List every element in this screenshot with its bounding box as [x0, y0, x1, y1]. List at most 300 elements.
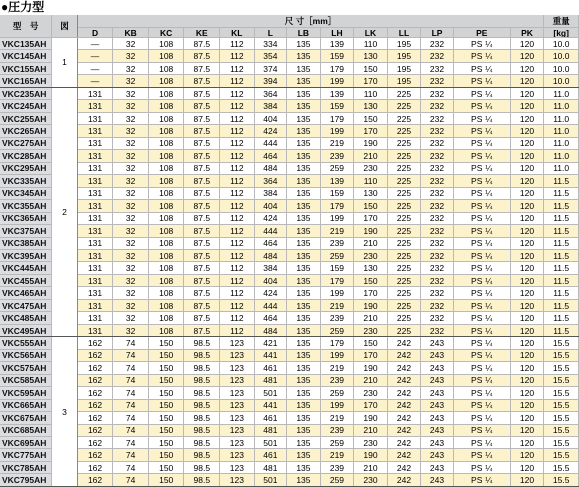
column-header-kc: KC — [148, 28, 184, 38]
cell-l: 421 — [254, 337, 287, 349]
cell-lp: 243 — [421, 387, 454, 399]
cell-d: 131 — [77, 324, 113, 336]
cell-pe: PS ¼ — [453, 38, 510, 50]
column-header-d: D — [77, 28, 113, 38]
cell-lp: 232 — [421, 100, 454, 112]
cell-lb: 135 — [287, 461, 321, 473]
cell-ke: 87.5 — [184, 187, 220, 199]
cell-lk: 130 — [354, 187, 388, 199]
cell-lk: 210 — [354, 374, 388, 386]
cell-pk: 120 — [510, 374, 544, 386]
cell-pe: PS ¼ — [453, 212, 510, 224]
cell-pe: PS ¼ — [453, 187, 510, 199]
cell-kl: 112 — [220, 137, 255, 149]
cell-lb: 135 — [287, 87, 321, 99]
cell-kl: 123 — [220, 399, 255, 411]
cell-pk: 120 — [510, 412, 544, 424]
cell-l: 334 — [254, 38, 287, 50]
cell-lh: 219 — [320, 137, 354, 149]
cell-pe: PS ¼ — [453, 437, 510, 449]
cell-kc: 150 — [148, 387, 184, 399]
cell-lb: 135 — [287, 337, 321, 349]
cell-pk: 120 — [510, 38, 544, 50]
cell-lh: 159 — [320, 187, 354, 199]
cell-lh: 139 — [320, 38, 354, 50]
cell-d: 131 — [77, 287, 113, 299]
cell-d: 131 — [77, 237, 113, 249]
cell-ll: 225 — [387, 312, 421, 324]
cell-kc: 150 — [148, 461, 184, 473]
cell-kb: 74 — [113, 337, 149, 349]
cell-d: 131 — [77, 200, 113, 212]
cell-kl: 112 — [220, 324, 255, 336]
model-cell: VKC135AH — [0, 38, 52, 50]
cell-ke: 87.5 — [184, 312, 220, 324]
weight-cell: 15.5 — [544, 437, 579, 449]
column-header-lb: LB — [287, 28, 321, 38]
cell-d: 162 — [77, 412, 113, 424]
model-header: 型 号 — [0, 15, 52, 38]
cell-l: 364 — [254, 175, 287, 187]
weight-cell: 15.5 — [544, 374, 579, 386]
cell-kb: 74 — [113, 399, 149, 411]
cell-kb: 74 — [113, 387, 149, 399]
cell-pe: PS ¼ — [453, 349, 510, 361]
cell-kl: 112 — [220, 200, 255, 212]
cell-d: 131 — [77, 312, 113, 324]
cell-lp: 232 — [421, 150, 454, 162]
cell-kc: 150 — [148, 474, 184, 487]
cell-kl: 112 — [220, 274, 255, 286]
cell-l: 481 — [254, 374, 287, 386]
cell-ll: 195 — [387, 62, 421, 74]
cell-lk: 150 — [354, 274, 388, 286]
cell-kl: 112 — [220, 50, 255, 62]
cell-lp: 243 — [421, 461, 454, 473]
cell-lk: 190 — [354, 299, 388, 311]
cell-kb: 32 — [113, 274, 149, 286]
table-row — [0, 262, 579, 274]
cell-d: 131 — [77, 112, 113, 124]
cell-kl: 112 — [220, 125, 255, 137]
weight-cell: 11.5 — [544, 262, 579, 274]
cell-l: 481 — [254, 461, 287, 473]
cell-kl: 112 — [220, 150, 255, 162]
table-row — [0, 75, 579, 87]
cell-ll: 225 — [387, 162, 421, 174]
cell-lk: 210 — [354, 312, 388, 324]
figure-cell: 2 — [52, 87, 77, 336]
cell-lk: 210 — [354, 150, 388, 162]
cell-pk: 120 — [510, 112, 544, 124]
cell-ll: 242 — [387, 474, 421, 487]
weight-cell: 10.0 — [544, 62, 579, 74]
cell-kl: 112 — [220, 249, 255, 261]
cell-kc: 108 — [148, 200, 184, 212]
weight-cell: 11.5 — [544, 237, 579, 249]
cell-kb: 32 — [113, 62, 149, 74]
table-row — [0, 237, 579, 249]
cell-lk: 170 — [354, 212, 388, 224]
cell-lk: 130 — [354, 50, 388, 62]
cell-ll: 242 — [387, 349, 421, 361]
cell-pe: PS ¼ — [453, 449, 510, 461]
weight-cell: 15.5 — [544, 474, 579, 487]
cell-lp: 232 — [421, 50, 454, 62]
cell-pk: 120 — [510, 424, 544, 436]
cell-lp: 232 — [421, 299, 454, 311]
weight-cell: 10.0 — [544, 75, 579, 87]
table-row — [0, 100, 579, 112]
cell-l: 484 — [254, 324, 287, 336]
cell-l: 481 — [254, 424, 287, 436]
cell-kb: 32 — [113, 187, 149, 199]
cell-pk: 120 — [510, 225, 544, 237]
weight-cell: 15.5 — [544, 449, 579, 461]
cell-kb: 32 — [113, 137, 149, 149]
cell-l: 501 — [254, 387, 287, 399]
cell-kc: 108 — [148, 100, 184, 112]
cell-pe: PS ¼ — [453, 175, 510, 187]
cell-pk: 120 — [510, 362, 544, 374]
cell-kc: 108 — [148, 237, 184, 249]
cell-lk: 130 — [354, 100, 388, 112]
cell-ll: 225 — [387, 287, 421, 299]
cell-lh: 179 — [320, 337, 354, 349]
cell-pe: PS ¼ — [453, 137, 510, 149]
cell-ke: 87.5 — [184, 162, 220, 174]
cell-l: 444 — [254, 137, 287, 149]
cell-ke: 98.5 — [184, 362, 220, 374]
model-cell: VKC475AH — [0, 299, 52, 311]
cell-kc: 150 — [148, 412, 184, 424]
cell-d: 131 — [77, 249, 113, 261]
cell-lk: 170 — [354, 399, 388, 411]
cell-d: 162 — [77, 474, 113, 487]
cell-lp: 243 — [421, 337, 454, 349]
cell-ke: 98.5 — [184, 374, 220, 386]
table-row — [0, 474, 579, 487]
table-row — [0, 38, 579, 50]
weight-cell: 15.5 — [544, 461, 579, 473]
cell-pk: 120 — [510, 212, 544, 224]
cell-lb: 135 — [287, 50, 321, 62]
cell-lh: 259 — [320, 474, 354, 487]
cell-kc: 108 — [148, 62, 184, 74]
cell-ll: 225 — [387, 137, 421, 149]
cell-ke: 87.5 — [184, 150, 220, 162]
cell-pe: PS ¼ — [453, 225, 510, 237]
cell-lp: 232 — [421, 262, 454, 274]
cell-d: 162 — [77, 362, 113, 374]
model-cell: VKC155AH — [0, 62, 52, 74]
cell-lp: 232 — [421, 162, 454, 174]
cell-kb: 32 — [113, 162, 149, 174]
cell-ll: 242 — [387, 461, 421, 473]
cell-kb: 32 — [113, 87, 149, 99]
table-row — [0, 50, 579, 62]
cell-pe: PS ¼ — [453, 299, 510, 311]
cell-ke: 98.5 — [184, 337, 220, 349]
table-row — [0, 212, 579, 224]
cell-kc: 150 — [148, 437, 184, 449]
cell-kl: 123 — [220, 337, 255, 349]
cell-lh: 199 — [320, 287, 354, 299]
cell-ll: 225 — [387, 249, 421, 261]
cell-lb: 135 — [287, 100, 321, 112]
table-row — [0, 312, 579, 324]
cell-kb: 32 — [113, 249, 149, 261]
cell-kb: 32 — [113, 200, 149, 212]
model-cell: VKC335AH — [0, 175, 52, 187]
cell-pk: 120 — [510, 461, 544, 473]
cell-ll: 225 — [387, 100, 421, 112]
cell-ke: 87.5 — [184, 262, 220, 274]
cell-lh: 239 — [320, 424, 354, 436]
header-row-2 — [0, 28, 579, 38]
cell-lp: 232 — [421, 75, 454, 87]
cell-pe: PS ¼ — [453, 474, 510, 487]
cell-pe: PS ¼ — [453, 162, 510, 174]
cell-lp: 243 — [421, 374, 454, 386]
cell-lp: 232 — [421, 287, 454, 299]
cell-kl: 123 — [220, 437, 255, 449]
cell-pk: 120 — [510, 349, 544, 361]
cell-lb: 135 — [287, 162, 321, 174]
page-title: ●圧力型 — [1, 0, 45, 14]
weight-cell: 11.0 — [544, 112, 579, 124]
cell-kc: 108 — [148, 175, 184, 187]
cell-lp: 243 — [421, 424, 454, 436]
cell-kb: 74 — [113, 362, 149, 374]
model-cell: VKC375AH — [0, 225, 52, 237]
cell-lk: 150 — [354, 200, 388, 212]
cell-d: 131 — [77, 212, 113, 224]
table-row — [0, 287, 579, 299]
cell-kc: 108 — [148, 187, 184, 199]
cell-ke: 98.5 — [184, 412, 220, 424]
cell-kl: 123 — [220, 449, 255, 461]
model-cell: VKC565AH — [0, 349, 52, 361]
column-header-kl: KL — [220, 28, 255, 38]
table-row — [0, 424, 579, 436]
cell-lb: 135 — [287, 75, 321, 87]
weight-cell: 15.5 — [544, 399, 579, 411]
cell-kc: 108 — [148, 249, 184, 261]
cell-pk: 120 — [510, 175, 544, 187]
cell-kb: 74 — [113, 412, 149, 424]
cell-lb: 135 — [287, 249, 321, 261]
column-header-lh: LH — [320, 28, 354, 38]
cell-kb: 32 — [113, 237, 149, 249]
cell-ke: 87.5 — [184, 249, 220, 261]
cell-pk: 120 — [510, 75, 544, 87]
cell-lp: 243 — [421, 437, 454, 449]
cell-kl: 112 — [220, 299, 255, 311]
model-cell: VKC585AH — [0, 374, 52, 386]
cell-pe: PS ¼ — [453, 287, 510, 299]
cell-kc: 108 — [148, 75, 184, 87]
model-cell: VKC465AH — [0, 287, 52, 299]
cell-d: 162 — [77, 449, 113, 461]
cell-l: 354 — [254, 50, 287, 62]
cell-lk: 230 — [354, 387, 388, 399]
weight-cell: 10.0 — [544, 38, 579, 50]
weight-cell: 11.5 — [544, 287, 579, 299]
cell-ll: 242 — [387, 412, 421, 424]
cell-kc: 150 — [148, 449, 184, 461]
cell-kb: 74 — [113, 374, 149, 386]
cell-kl: 112 — [220, 112, 255, 124]
cell-lk: 210 — [354, 424, 388, 436]
cell-lk: 110 — [354, 38, 388, 50]
cell-ke: 87.5 — [184, 87, 220, 99]
cell-kc: 150 — [148, 374, 184, 386]
cell-lb: 135 — [287, 175, 321, 187]
table-row — [0, 162, 579, 174]
cell-lb: 135 — [287, 449, 321, 461]
cell-pe: PS ¼ — [453, 100, 510, 112]
cell-kb: 32 — [113, 150, 149, 162]
cell-kl: 123 — [220, 362, 255, 374]
cell-kc: 108 — [148, 274, 184, 286]
cell-pk: 120 — [510, 50, 544, 62]
cell-l: 464 — [254, 312, 287, 324]
cell-ll: 225 — [387, 212, 421, 224]
cell-pk: 120 — [510, 200, 544, 212]
model-cell: VKC245AH — [0, 100, 52, 112]
weight-cell: 11.5 — [544, 249, 579, 261]
cell-kl: 112 — [220, 87, 255, 99]
cell-l: 461 — [254, 362, 287, 374]
weight-cell: 11.0 — [544, 150, 579, 162]
cell-ll: 242 — [387, 449, 421, 461]
cell-kl: 112 — [220, 262, 255, 274]
cell-lb: 135 — [287, 387, 321, 399]
cell-pk: 120 — [510, 324, 544, 336]
cell-d: 131 — [77, 100, 113, 112]
cell-kl: 112 — [220, 187, 255, 199]
cell-lh: 219 — [320, 362, 354, 374]
cell-lh: 199 — [320, 75, 354, 87]
cell-kc: 108 — [148, 324, 184, 336]
model-cell: VKC165AH — [0, 75, 52, 87]
cell-lb: 135 — [287, 150, 321, 162]
cell-pk: 120 — [510, 274, 544, 286]
model-cell: VKC495AH — [0, 324, 52, 336]
cell-kc: 108 — [148, 312, 184, 324]
model-cell: VKC145AH — [0, 50, 52, 62]
cell-l: 424 — [254, 125, 287, 137]
cell-d: 162 — [77, 374, 113, 386]
cell-kb: 74 — [113, 437, 149, 449]
cell-ke: 87.5 — [184, 274, 220, 286]
cell-kb: 32 — [113, 225, 149, 237]
model-cell: VKC385AH — [0, 237, 52, 249]
cell-ll: 225 — [387, 324, 421, 336]
cell-kl: 123 — [220, 474, 255, 487]
cell-l: 384 — [254, 262, 287, 274]
cell-kc: 108 — [148, 262, 184, 274]
cell-d: 131 — [77, 187, 113, 199]
cell-lp: 243 — [421, 362, 454, 374]
cell-ke: 87.5 — [184, 38, 220, 50]
weight-header: 重量 — [544, 15, 579, 28]
cell-pk: 120 — [510, 125, 544, 137]
cell-lp: 243 — [421, 474, 454, 487]
cell-kb: 32 — [113, 75, 149, 87]
cell-l: 461 — [254, 449, 287, 461]
cell-pk: 120 — [510, 449, 544, 461]
cell-lb: 135 — [287, 362, 321, 374]
cell-lk: 170 — [354, 125, 388, 137]
cell-ke: 87.5 — [184, 324, 220, 336]
cell-pk: 120 — [510, 62, 544, 74]
cell-lp: 232 — [421, 175, 454, 187]
cell-lb: 135 — [287, 274, 321, 286]
cell-lb: 135 — [287, 200, 321, 212]
cell-ke: 98.5 — [184, 349, 220, 361]
model-cell: VKC445AH — [0, 262, 52, 274]
table-row — [0, 187, 579, 199]
cell-ke: 87.5 — [184, 50, 220, 62]
cell-pk: 120 — [510, 262, 544, 274]
cell-ll: 225 — [387, 175, 421, 187]
column-header-ke: KE — [184, 28, 220, 38]
model-cell: VKC485AH — [0, 312, 52, 324]
table-row — [0, 175, 579, 187]
cell-kl: 112 — [220, 287, 255, 299]
cell-kb: 32 — [113, 262, 149, 274]
cell-d: 162 — [77, 461, 113, 473]
cell-pk: 120 — [510, 474, 544, 487]
weight-cell: 11.0 — [544, 87, 579, 99]
cell-lk: 150 — [354, 62, 388, 74]
cell-lb: 135 — [287, 38, 321, 50]
weight-cell: 11.5 — [544, 274, 579, 286]
cell-lb: 135 — [287, 125, 321, 137]
cell-ke: 87.5 — [184, 75, 220, 87]
cell-lp: 243 — [421, 399, 454, 411]
cell-ll: 225 — [387, 112, 421, 124]
cell-pe: PS ¼ — [453, 125, 510, 137]
cell-pe: PS ¼ — [453, 112, 510, 124]
cell-ll: 195 — [387, 50, 421, 62]
cell-kc: 150 — [148, 349, 184, 361]
table-row — [0, 449, 579, 461]
cell-lp: 243 — [421, 449, 454, 461]
cell-kc: 108 — [148, 137, 184, 149]
cell-kc: 108 — [148, 212, 184, 224]
cell-l: 394 — [254, 75, 287, 87]
cell-lh: 239 — [320, 312, 354, 324]
cell-d: — — [77, 38, 113, 50]
cell-pe: PS ¼ — [453, 399, 510, 411]
cell-pe: PS ¼ — [453, 274, 510, 286]
cell-lk: 230 — [354, 474, 388, 487]
table-row — [0, 249, 579, 261]
figure-cell: 3 — [52, 337, 77, 487]
cell-kb: 74 — [113, 349, 149, 361]
weight-cell: 10.0 — [544, 50, 579, 62]
cell-lk: 190 — [354, 412, 388, 424]
model-cell: VKC675AH — [0, 412, 52, 424]
cell-lb: 135 — [287, 212, 321, 224]
cell-ll: 225 — [387, 200, 421, 212]
cell-lk: 190 — [354, 225, 388, 237]
table-row — [0, 349, 579, 361]
cell-ll: 242 — [387, 374, 421, 386]
